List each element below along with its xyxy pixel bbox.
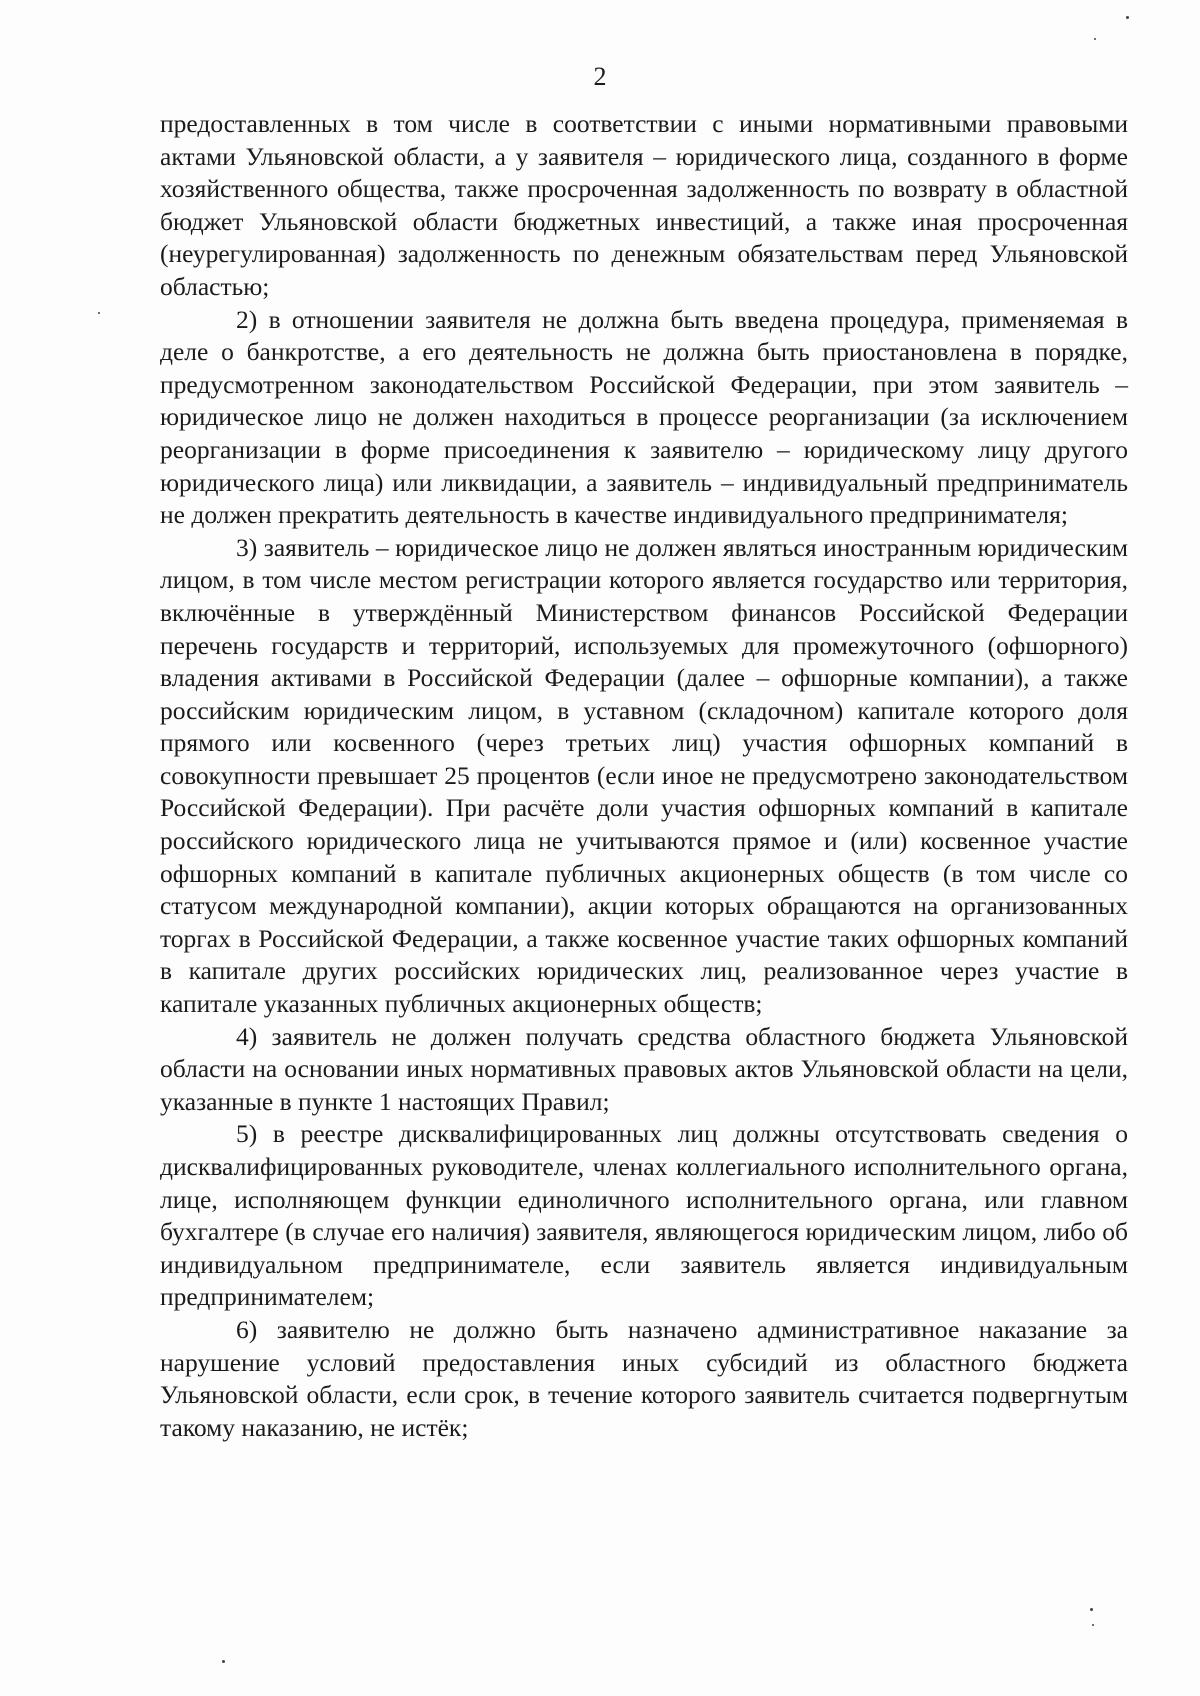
paragraph-item-6: 6) заявителю не должно быть назначено административное наказание за нарушение условий предоставления иных субсидий из областного бюджета Ульяновской области, если срок, в течение которого заявитель считается подвергнутым такому наказанию, не истёк;	[160, 1314, 1128, 1442]
paragraph-continuation: предоставленных в том числе в соответствии с иными нормативными правовыми актами Ульяновской области, а у заявителя – юридического лица, созданного в форме хозяйственного общества, также просроченная задолженность по возврату в областной бюджет Ульяновской области бюджетных инвестиций, а также иная просроченная (неурегулированная) задолженность по денежным обязательствам перед Ульяновской областью;	[160, 109, 1128, 301]
scan-speck	[1090, 1608, 1093, 1611]
paragraph-item-3: 3) заявитель – юридическое лицо не должен являться иностранным юридическим лицом, в том числе местом регистрации которого является государство или территория, включённые в утверждённый Министерством финансов Российской Федерации перечень государств и территорий, используемых для промежуточного (офшорного) владения активами в Российской Федерации (далее – офшорные компании), а также российским юридическим лицом, в уставном (складочном) капитале которого доля прямого или косвенного (через третьих лиц) участия офшорных компаний в совокупности превышает 25 процентов (если иное не предусмотрено законодательством Российской Федерации). При расчёте доли участия офшорных компаний в капитале российского юридического лица не учитываются прямое и (или) косвенное участие офшорных компаний в капитале публичных акционерных обществ (в том числе со статусом международной компании), акции которых обращаются на организованных торгах в Российской Федерации, а также косвенное участие таких офшорных компаний в капитале других российских юридических лиц, реализованное через участие в капитале указанных публичных акционерных обществ;	[160, 532, 1128, 1019]
scan-speck	[1092, 1624, 1094, 1626]
scan-speck	[1126, 16, 1129, 19]
paragraph-item-4: 4) заявитель не должен получать средства областного бюджета Ульяновской области на основании иных нормативных правовых актов Ульяновской области на цели, указанные в пункте 1 настоящих Правил;	[160, 1021, 1128, 1116]
scan-speck	[222, 1660, 225, 1663]
page-number: 2	[593, 62, 607, 91]
scan-speck	[98, 312, 100, 314]
document-body	[160, 108, 1128, 1444]
scan-speck	[1094, 38, 1096, 40]
paragraph-item-5: 5) в реестре дисквалифицированных лиц должны отсутствовать сведения о дисквалифицированных руководителе, членах коллегиального исполнительного органа, лице, исполняющем функции единоличного исполнительного органа, или главном бухгалтере (в случае его наличия) заявителя, являющегося юридическим лицом, либо об индивидуальном предпринимателе, если заявитель является индивидуальным предпринимателем;	[160, 1119, 1128, 1312]
paragraph-item-2: 2) в отношении заявителя не должна быть введена процедура, применяемая в деле о банкротстве, а его деятельность не должна быть приостановлена в порядке, предусмотренном законодательством Российской Федерации, при этом заявитель – юридическое лицо не должен находиться в процессе реорганизации (за исключением реорганизации в форме присоединения к заявителю – юридическому лицу другого юридического лица) или ликвидации, а заявитель – индивидуальный предприниматель не должен прекратить деятельность в качестве индивидуального предпринимателя;	[160, 304, 1128, 530]
